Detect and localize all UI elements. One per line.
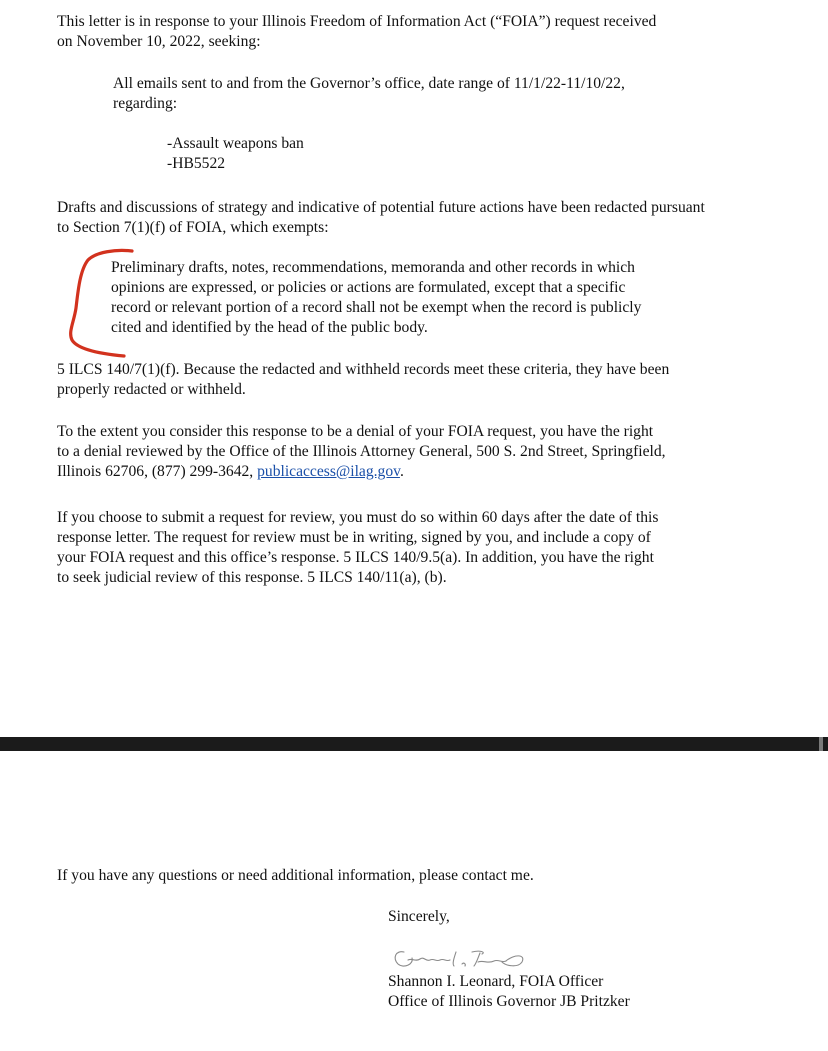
text-line: to seek judicial review of this response. 5 ILCS 140/11(a), (b). — [57, 569, 447, 586]
topic-item: -Assault weapons ban — [167, 135, 304, 152]
text-line: To the extent you consider this response to be a denial of your FOIA request, you have the right — [57, 423, 654, 440]
text-line: regarding: — [113, 95, 178, 112]
denial-paragraph — [57, 422, 774, 482]
request-topics — [167, 134, 567, 174]
page-divider — [0, 737, 828, 751]
quote-line: cited and identified by the head of the public body. — [111, 319, 428, 336]
text-line: on November 10, 2022, seeking: — [57, 33, 261, 50]
statute-quote — [111, 258, 713, 338]
request-paragraph — [113, 74, 774, 114]
text-line: If you choose to submit a request for review, you must do so within 60 days after the date of this — [57, 509, 659, 526]
citation-paragraph — [57, 360, 774, 400]
quote-line: opinions are expressed, or policies or actions are formulated, except that a specific — [111, 279, 626, 296]
scroll-indicator — [819, 737, 823, 751]
handwritten-signature — [390, 944, 530, 972]
text-line: properly redacted or withheld. — [57, 381, 246, 398]
redaction-paragraph — [57, 198, 774, 238]
intro-paragraph — [57, 12, 774, 52]
text-line — [57, 462, 774, 482]
text-line: Drafts and discussions of strategy and indicative of potential future actions have been redacted pursuant — [57, 199, 705, 216]
text-line: to Section 7(1)(f) of FOIA, which exempts: — [57, 219, 329, 236]
text-line: to a denial reviewed by the Office of the Illinois Attorney General, 500 S. 2nd Street, Springfield, — [57, 443, 666, 460]
text-line: 5 ILCS 140/7(1)(f). Because the redacted and withheld records meet these criteria, they have been — [57, 361, 670, 378]
email-link[interactable]: publicaccess@ilag.gov — [257, 463, 400, 480]
topic-item: -HB5522 — [167, 155, 226, 172]
text-line: response letter. The request for review must be in writing, signed by you, and include a copy of — [57, 529, 651, 546]
period: . — [399, 463, 404, 480]
text-line: This letter is in response to your Illinois Freedom of Information Act (“FOIA”) request received — [57, 13, 657, 30]
closing: Sincerely, — [388, 908, 450, 925]
text-line: All emails sent to and from the Governor’s office, date range of 11/1/22-11/10/22, — [113, 75, 625, 92]
quote-line: Preliminary drafts, notes, recommendations, memoranda and other records in which — [111, 259, 635, 276]
contact-line: If you have any questions or need additional information, please contact me. — [57, 867, 534, 884]
review-paragraph — [57, 508, 774, 588]
signer-office: Office of Illinois Governor JB Pritzker — [388, 993, 630, 1010]
quote-line: record or relevant portion of a record shall not be exempt when the record is publicly — [111, 299, 642, 316]
signature-block — [388, 972, 788, 1012]
signer-name: Shannon I. Leonard, FOIA Officer — [388, 973, 604, 990]
address-text: Illinois 62706, (877) 299-3642, — [57, 463, 258, 480]
text-line: your FOIA request and this office’s response. 5 ILCS 140/9.5(a). In addition, you have the right — [57, 549, 654, 566]
